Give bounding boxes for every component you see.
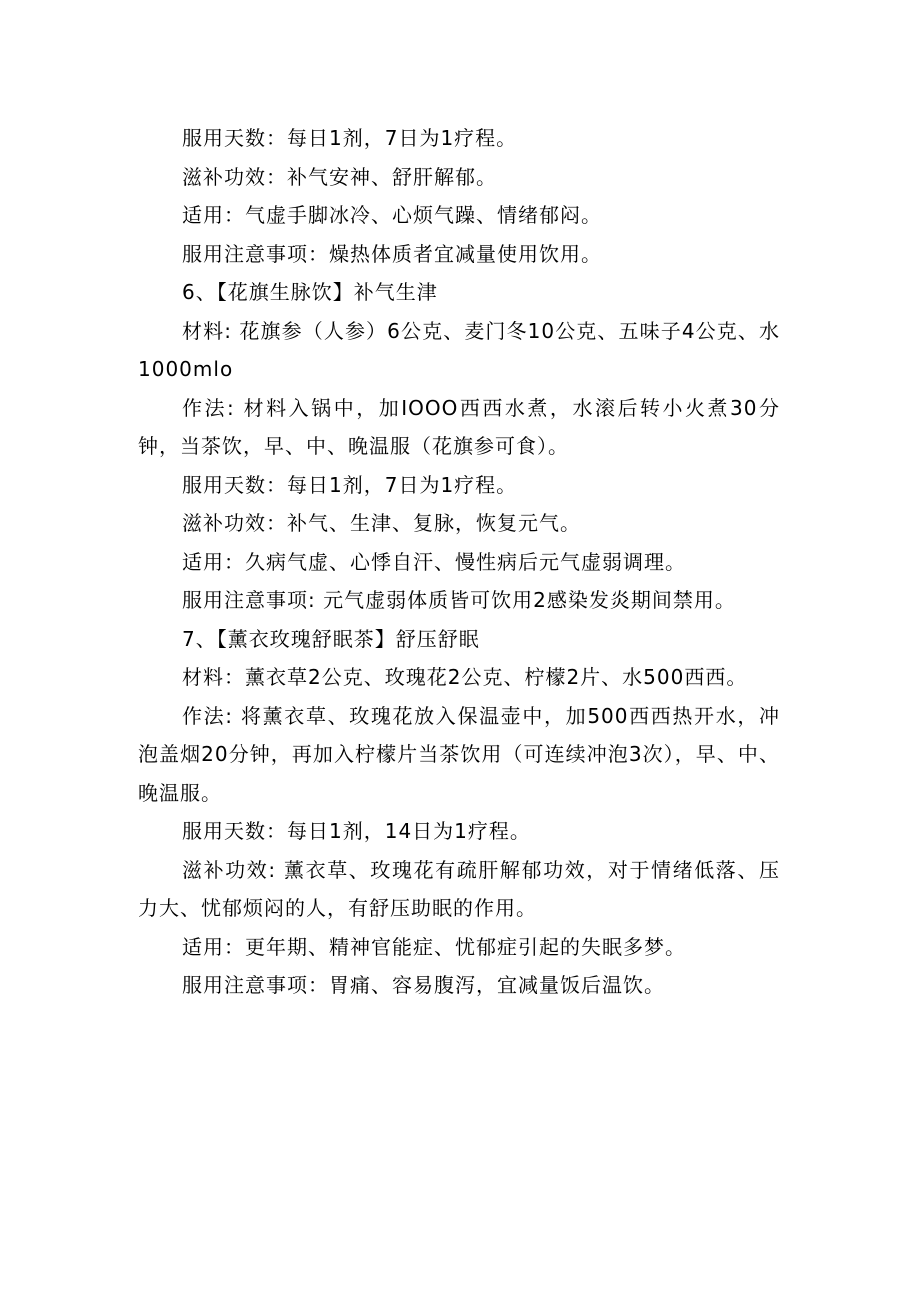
paragraph-indication-7: 适用：更年期、精神官能症、忧郁症引起的失眠多梦。 [182, 934, 686, 959]
paragraph-caution-1: 服用注意事项：燥热体质者宜减量使用饮用。 [182, 241, 602, 266]
paragraph-ingredients-6: 材料: 花旗参（人参）6公克、麦门冬10公克、五味子4公克、水1000mlo [138, 318, 780, 381]
paragraph-efficacy-6: 滋补功效：补气、生津、复脉，恢复元气。 [182, 511, 581, 535]
paragraph-caution-7: 服用注意事项：胃痛、容易腹泻，宜减量饭后温饮。 [182, 973, 665, 997]
paragraph-indication-6: 适用：久病气虚、心悸自汗、慢性病后元气虚弱调理。 [182, 549, 686, 574]
paragraph-efficacy-7: 滋补功效: 薰衣草、玫瑰花有疏肝解郁功效，对于情绪低落、压力大、忧郁烦闷的人，有舒压助眠的作用。 [138, 857, 780, 920]
document-body [138, 119, 780, 1005]
paragraph-method-7: 作法: 将薰衣草、玫瑰花放入保温壶中，加500西西热开水，冲泡盖烟20分钟，再加入柠檬片当茶饮用（可连续冲泡3次），早、中、晚温服。 [138, 703, 780, 805]
paragraph-ingredients-7: 材料：薰衣草2公克、玫瑰花2公克、柠檬2片、水500西西。 [182, 665, 748, 689]
paragraph-indication-1: 适用：气虚手脚冰冷、心烦气躁、情绪郁闷。 [182, 203, 602, 227]
paragraph-dosage-1: 服用天数：每日1剂，7日为1疗程。 [182, 126, 518, 150]
paragraph-dosage-7: 服用天数：每日1剂，14日为1疗程。 [182, 819, 531, 843]
recipe-heading-6: 6、【花旗生脉饮】补气生津 [182, 280, 438, 304]
paragraph-dosage-6: 服用天数：每日1剂，7日为1疗程。 [182, 472, 518, 497]
paragraph-method-6: 作法: 材料入锅中，加IOOO西西水煮，水滚后转小火煮30分钟，当茶饮，早、中、晚温服（花旗参可食）。 [138, 395, 780, 458]
recipe-heading-7: 7、【薰衣玫瑰舒眠茶】舒压舒眠 [182, 626, 480, 651]
paragraph-efficacy-1: 滋补功效：补气安神、舒肝解郁。 [182, 164, 497, 189]
paragraph-caution-6: 服用注意事项: 元气虚弱体质皆可饮用2感染发炎期间禁用。 [182, 588, 736, 612]
